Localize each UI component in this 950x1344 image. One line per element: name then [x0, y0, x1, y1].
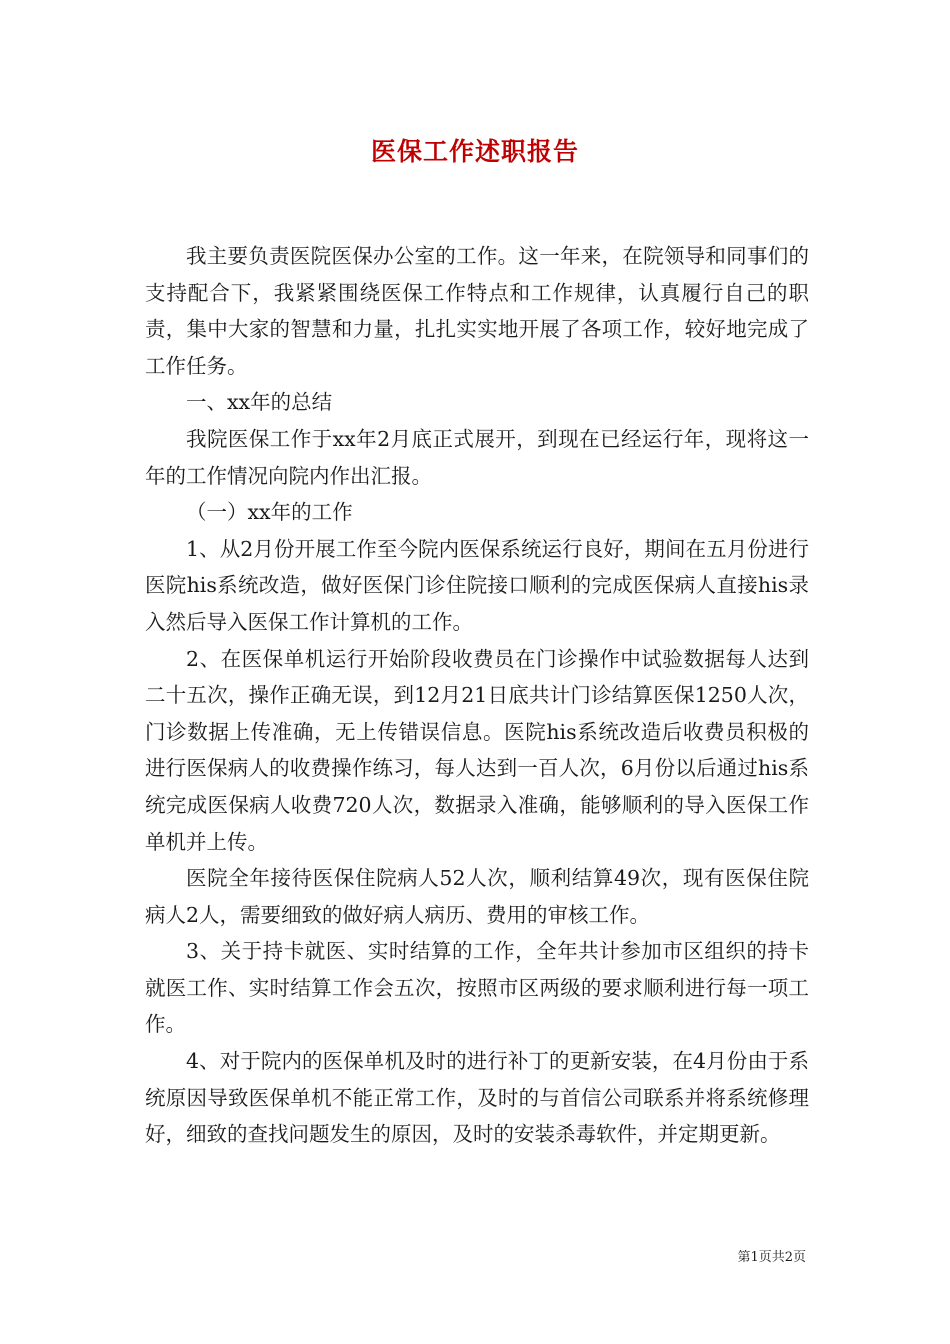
paragraph-item-2: 2、在医保单机运行开始阶段收费员在门诊操作中试验数据每人达到二十五次，操作正确无误，到12月21日底共计门诊结算医保1250人次，门诊数据上传准确，无上传错误信息。医院his系统改造后收费员积极的进行医保病人的收费操作练习，每人达到一百人次，6月份以后通过his系统完成医保病人收费720人次，数据录入准确，能够顺利的导入医保工作单机并上传。	[145, 646, 809, 854]
paragraph-inpatient: 医院全年接待医保住院病人52人次，顺利结算49次，现有医保住院病人2人，需要细致的做好病人病历、费用的审核工作。	[145, 866, 809, 927]
paragraph-item-4: 4、对于院内的医保单机及时的进行补丁的更新安装，在4月份由于系统原因导致医保单机不能正常工作，及时的与首信公司联系并将系统修理好，细致的查找问题发生的原因，及时的安装杀毒软件，并定期更新。	[145, 1049, 809, 1147]
paragraph-intro: 我主要负责医院医保办公室的工作。这一年来，在院领导和同事们的支持配合下，我紧紧围绕医保工作特点和工作规律，认真履行自己的职责，集中大家的智慧和力量，扎扎实实地开展了各项工作，较好地完成了工作任务。	[145, 244, 809, 378]
paragraph-item-1: 1、从2月份开展工作至今院内医保系统运行良好，期间在五月份进行医院his系统改造，做好医保门诊住院接口顺利的完成医保病人直接his录入然后导入医保工作计算机的工作。	[145, 536, 809, 634]
subsection-heading-work: （一）xx年的工作	[186, 500, 353, 525]
document-body	[145, 238, 809, 1153]
paragraph-overview: 我院医保工作于xx年2月底正式展开，到现在已经运行年，现将这一年的工作情况向院内作出汇报。	[145, 426, 809, 488]
page-footer: 第1页共2页	[737, 1250, 806, 1265]
section-heading-summary: 一、xx年的总结	[186, 390, 333, 415]
paragraph-item-3: 3、关于持卡就医、实时结算的工作，全年共计参加市区组织的持卡就医工作、实时结算工作会五次，按照市区两级的要求顺利进行每一项工作。	[145, 939, 809, 1037]
document-title: 医保工作述职报告	[370, 137, 579, 166]
